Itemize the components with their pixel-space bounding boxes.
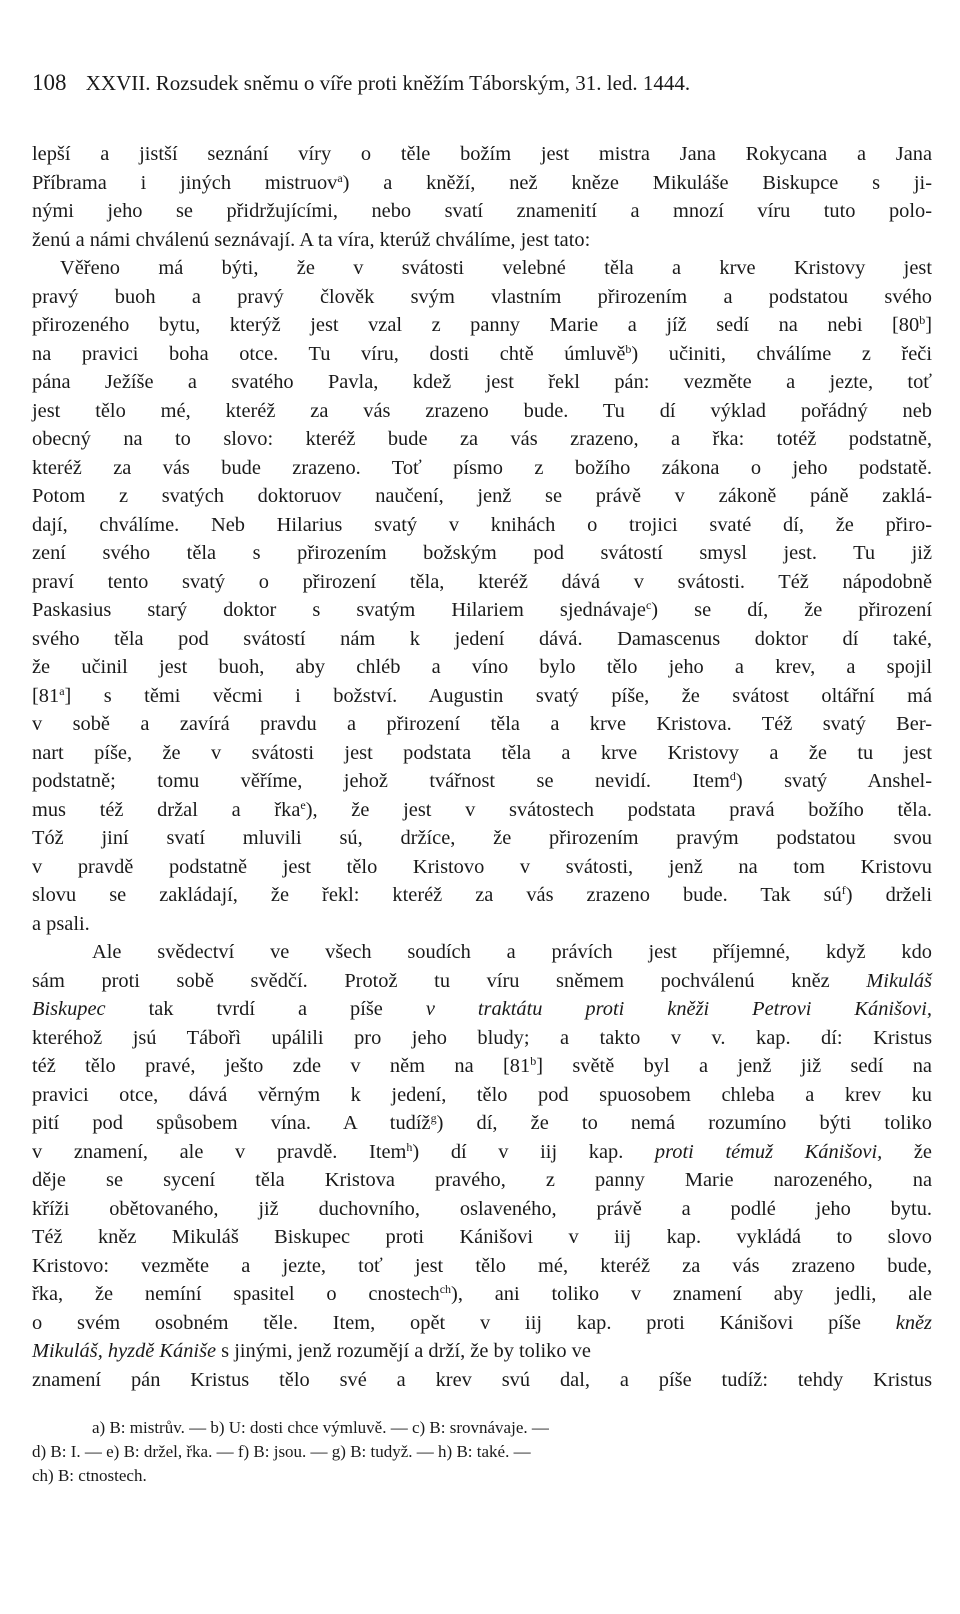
text-line: kříži obětovaného, již duchovního, oslaveného, právě a podlé jeho bytu. xyxy=(32,1197,932,1220)
text-line: pána Ježíše a svatého Pavla, kdež jest řekl pán: vezměte a jezte, toť xyxy=(32,371,932,393)
text-line: že učinil jest buoh, aby chléb a víno bylo tělo jeho a krev, a spojil xyxy=(32,656,932,678)
text-line: slovu se zakládají, že řekl: kteréž za vás zrazeno bude. Tak $sú^f$) drželi xyxy=(32,883,932,906)
text-line: podstatně; tomu věříme, jehož tvářnost se nevidí. Item$^d$) svatý Anshel- xyxy=(32,769,933,792)
text-line: přirozeného bytu, kterýž jest vzal z panny Marie a jíž sedí na nebi [80$^b$] xyxy=(32,313,932,336)
italic-text: v traktátu proti kněži Petrovi Kánišovi, xyxy=(425,998,932,1020)
text-line: Tóž jiní svatí mluvili sú, držíce, že přirozením pravým podstatou svou xyxy=(32,827,932,849)
text-line: Potom z svatých doktoruov naučení, jenž se právě v zákoně páně zaklá- xyxy=(32,485,932,507)
body-text xyxy=(32,140,932,1394)
running-header xyxy=(32,70,932,100)
text-line: mus též držal a řka$^e$), že jest v svátostech podstata pravá božího těla. xyxy=(32,797,932,821)
footnote-marker: h xyxy=(406,1139,413,1154)
text-line: Též kněz Mikuláš Biskupec proti Kánišovi v iij kap. vykládá to slovo xyxy=(32,1226,932,1248)
text-line: [81$^a$] s těmi věcmi i božství. Augustin svatý píše, že svátost oltářní má xyxy=(32,683,932,707)
text-line: Kristovo: vezměte a jezte, toť jest tělo mé, kteréž za vás zrazeno bude, xyxy=(32,1254,932,1277)
text-line: obecný na to slovo: kteréž bude za vás zrazeno, a řka: totéž podstatně, xyxy=(32,428,932,450)
text-line: kteréž za vás bude zrazeno. Toť písmo z božího zákona o jeho podstatě. xyxy=(32,456,932,479)
text-line: jest tělo mé, kteréž za vás zrazeno bude. Tu dí výklad pořádný neb xyxy=(32,399,932,422)
page-number: 108 xyxy=(32,70,67,95)
text-line: Ale svědectví ve všech soudích a právích jest příjemné, když kdo xyxy=(92,941,932,963)
text-line: pití pod spůsobem vína. A tudíž$^g$) dí, že to nemá rozumíno býti toliko xyxy=(32,1111,932,1134)
text-line: Biskupec tak tvrdí a píše v traktátu proti kněži Petrovi Kánišovi, xyxy=(32,998,932,1020)
text-line: Věřeno má býti, že v svátosti velebné těla a krve Kristovy jest xyxy=(60,257,932,279)
footnote-marker: g xyxy=(430,1111,437,1125)
text-line: v pravdě podstatně jest tělo Kristovo v svátosti, jenž na tom Kristovu xyxy=(32,855,932,878)
text-line: svého těla pod svátostí nám k jedení dává. Damascenus doktor dí také, xyxy=(32,627,932,650)
text-line: lepší a jistší seznání víry o těle božím jest mistra Jana Rokycana a Jana xyxy=(32,143,932,165)
text-line: na pravici boha otce. Tu víru, dosti chtě úmluvě$^b$) učiniti, chválíme z řeči xyxy=(32,341,932,365)
text-line: též tělo pravé, ješto zde v něm na [81$^b$] světě byl a jenž již sedí na xyxy=(32,1054,932,1077)
footnote-marker: d xyxy=(729,769,736,783)
text-line: kteréhož jsú Tábořì upálili pro jeho bludy; a takto v v. kap. dí: Kristus xyxy=(32,1026,932,1049)
footnote-marker: c xyxy=(645,598,652,612)
italic-text: proti témuž Kánišovi, xyxy=(654,1140,883,1163)
text-line: nými jeho se přidržujícími, nebo svatí znamenití a mnozí víru tuto polo- xyxy=(32,200,932,222)
text-line: děje se sycení těla Kristova pravého, z panny Marie narozeného, na xyxy=(32,1169,932,1191)
footnote-marker: b xyxy=(919,313,926,327)
footnote-marker: b xyxy=(625,341,632,356)
footnote-marker: f xyxy=(841,883,846,897)
text-line: pravici otce, dává věrným k jedení, tělo pod spuosobem chleba a krev ku xyxy=(32,1083,932,1106)
text-line: v sobě a zavírá pravdu a přirození těla a krve Kristova. Též svatý Ber- xyxy=(32,713,932,735)
running-title: XXVII. Rozsudek sněmu o víře proti kněžím Táborským, 31. led. 1444. xyxy=(85,71,691,95)
text-line: dají, chválíme. Neb Hilarius svatý v knihách o trojici svaté dí, že přiro- xyxy=(32,513,932,536)
text-line: o svém osobném těle. Item, opět v iij kap. proti Kánišovi píše kněz xyxy=(32,1311,932,1334)
footnote-marker: e xyxy=(300,797,306,812)
footnote-line: a) B: mistrův. — b) U: dosti chce výmluvě. — c) B: srovnávaje. — xyxy=(92,1418,549,1437)
footnote-line: ch) B: ctnostech. xyxy=(32,1466,147,1485)
footnote-marker: a xyxy=(337,170,343,185)
text-line: zení svého těla s přirozením božským pod svátostí smysl jest. Tu již xyxy=(32,542,932,564)
text-line: ženú a námi chválenú seznávají. A ta víra, kterúž chválíme, jest tato: xyxy=(32,228,591,251)
text-line: praví tento svatý o přirození těla, kteréž dává v svátosti. Též nápodobně xyxy=(32,570,932,593)
italic-text: kněz xyxy=(895,1311,932,1334)
footnote-marker: a xyxy=(59,683,65,698)
footnotes xyxy=(32,1416,932,1488)
text-line: řka, že nemíní spasitel o cnostech$^{ch}$), ani toliko v znamení aby jedli, ale xyxy=(32,1282,932,1305)
text-line: Mikuláš, hyzdě Kániše s jinými, jenž rozumějí a drží, že by toliko ve xyxy=(32,1340,591,1362)
text-line: Příbrama i jiných mistruov$^a$) a kněží, než kněze Mikuláše Biskupce s ji- xyxy=(32,170,933,194)
text-line: nart píše, že v svátosti jest podstata těla a krve Kristovy a že tu jest xyxy=(32,741,932,764)
text-line: Paskasius starý doktor s svatým Hilariem sjednávaje$^c$) se dí, že přirození xyxy=(32,598,933,621)
text-line: v znamení, ale v pravdě. Item$^h$) dí v iij kap. proti témuž Kánišovi, že xyxy=(32,1139,932,1163)
italic-text: Biskupec xyxy=(32,998,106,1020)
footnote-marker: b xyxy=(530,1054,537,1068)
text-line: a psali. xyxy=(32,912,90,935)
italic-text: Mikuláš, hyzdě Kániše xyxy=(32,1340,217,1362)
footnote-line: d) B: I. — e) B: držel, řka. — f) B: jsou. — g) B: tudyž. — h) B: také. — xyxy=(32,1442,531,1461)
italic-text: Mikuláš xyxy=(866,969,932,992)
text-line: pravý buoh a pravý člověk svým vlastním přirozením a podstatou svého xyxy=(32,285,932,308)
footnote-marker: ch xyxy=(439,1282,452,1296)
text-line: sám proti sobě svědčí. Protož tu víru sněmem pochválenú kněz Mikuláš xyxy=(32,969,932,992)
text-line: znamení pán Kristus tělo své a krev svú dal, a píše tudíž: tehdy Kristus xyxy=(32,1368,932,1391)
